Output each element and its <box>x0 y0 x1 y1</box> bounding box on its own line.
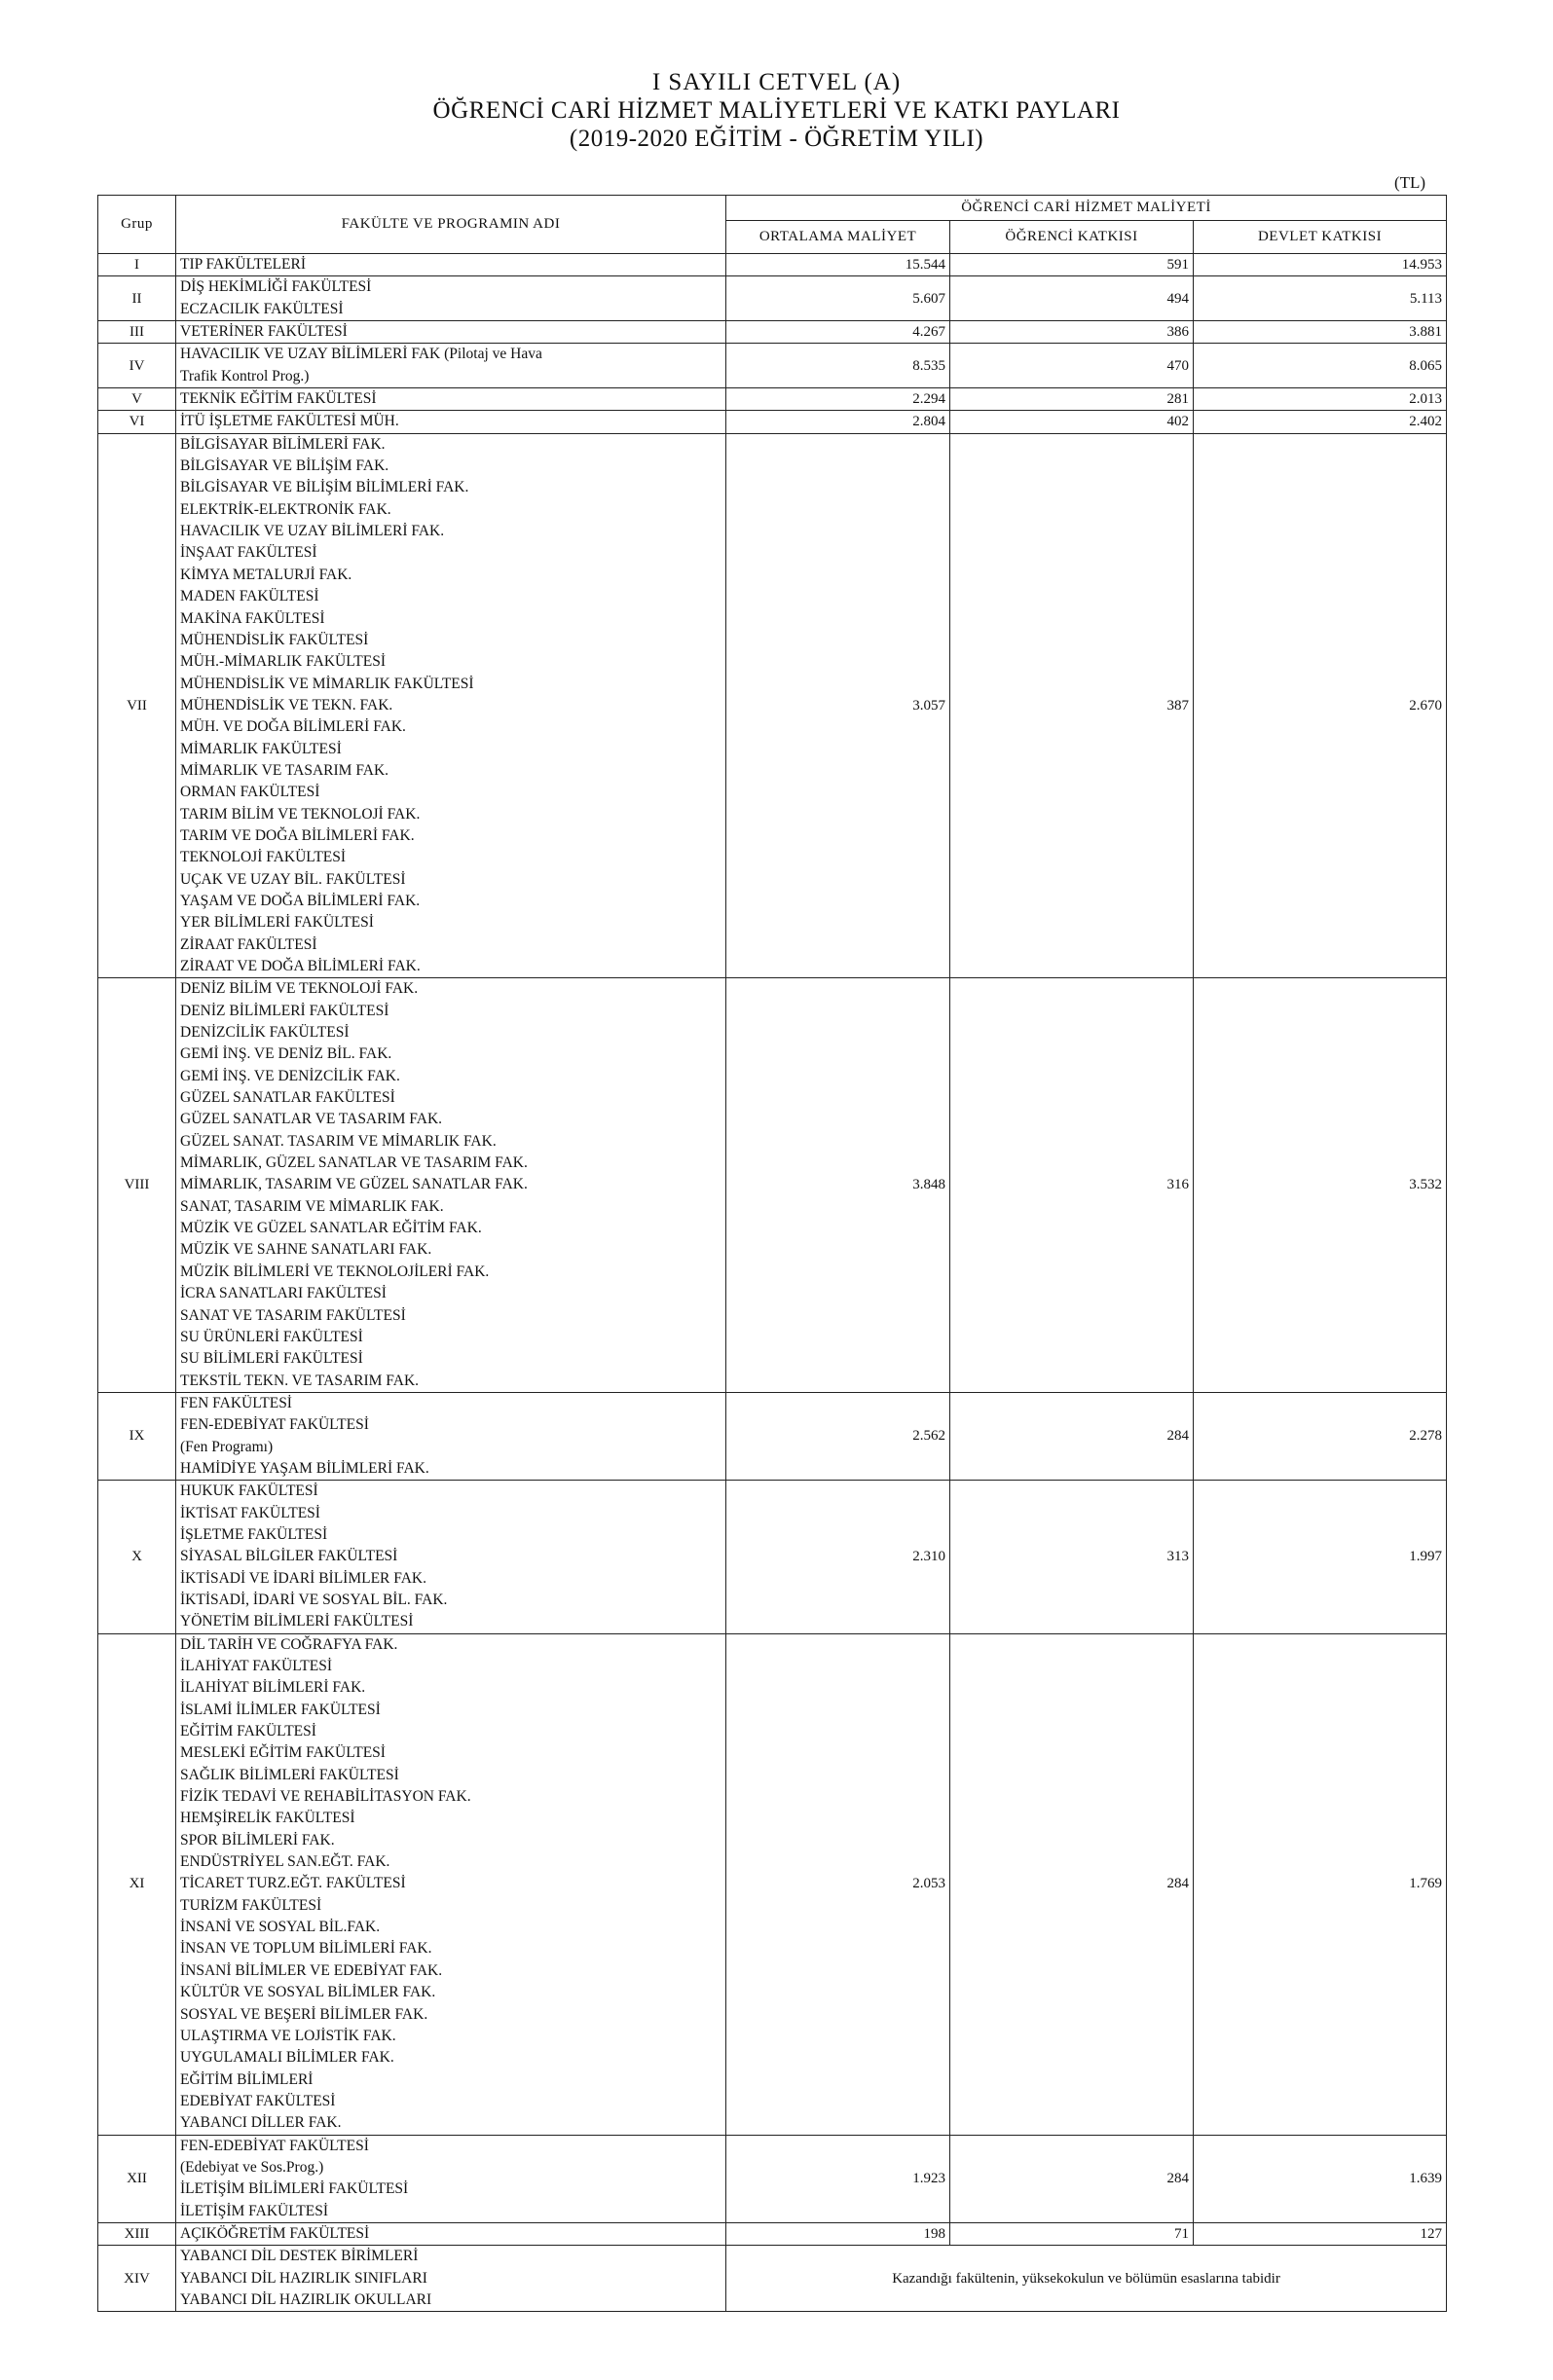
table-subtitle: ÖĞRENCİ CARİ HİZMET MALİYETLERİ VE KATKI PAYLARI <box>432 97 1121 124</box>
student-contribution-cell: 386 <box>950 321 1194 344</box>
table-row <box>98 978 1447 1393</box>
state-contribution-cell: 2.013 <box>1194 388 1447 411</box>
program-cell <box>176 2222 726 2245</box>
program-name: ZİRAAT FAKÜLTESİ <box>180 935 317 953</box>
header-grup: Grup <box>98 196 176 254</box>
program-name: MESLEKİ EĞİTİM FAKÜLTESİ <box>180 1744 386 1762</box>
program-name: İKTİSADİ VE İDARİ BİLİMLER FAK. <box>180 1569 427 1587</box>
program-name: TEKNİK EĞİTİM FAKÜLTESİ <box>180 390 377 408</box>
group-cell: VI <box>98 411 176 433</box>
program-name: İKTİSADİ, İDARİ VE SOSYAL BİL. FAK. <box>180 1591 448 1608</box>
program-name: İŞLETME FAKÜLTESİ <box>180 1525 328 1543</box>
table-row <box>98 1633 1447 2135</box>
table-row <box>98 1392 1447 1480</box>
program-name: GÜZEL SANAT. TASARIM VE MİMARLIK FAK. <box>180 1132 497 1150</box>
program-name: EDEBİYAT FAKÜLTESİ <box>180 2092 336 2109</box>
program-name: BİLGİSAYAR BİLİMLERİ FAK. <box>180 435 386 453</box>
program-name: SOSYAL VE BEŞERİ BİLİMLER FAK. <box>180 2005 428 2023</box>
state-contribution-cell: 2.670 <box>1194 433 1447 978</box>
program-name: GEMİ İNŞ. VE DENİZ BİL. FAK. <box>180 1045 392 1063</box>
group-cell: IX <box>98 1392 176 1480</box>
program-name: YABANCI DİL HAZIRLIK SINIFLARI <box>180 2269 427 2287</box>
program-name: MÜHENDİSLİK FAKÜLTESİ <box>180 631 369 648</box>
state-contribution-cell: 5.113 <box>1194 276 1447 321</box>
program-name: (Fen Programı) <box>180 1438 274 1455</box>
program-name: GÜZEL SANATLAR VE TASARIM FAK. <box>180 1111 443 1128</box>
student-contribution-cell: 313 <box>950 1481 1194 1633</box>
state-contribution-cell: 1.997 <box>1194 1481 1447 1633</box>
state-contribution-cell: 127 <box>1194 2222 1447 2245</box>
program-name: VETERİNER FAKÜLTESİ <box>180 323 348 341</box>
program-cell <box>176 276 726 321</box>
program-name: İNSAN VE TOPLUM BİLİMLERİ FAK. <box>180 1940 432 1958</box>
program-name: MİMARLIK FAKÜLTESİ <box>180 740 342 757</box>
group-cell: XIII <box>98 2222 176 2245</box>
table-row <box>98 388 1447 411</box>
program-name: İNŞAAT FAKÜLTESİ <box>180 544 317 562</box>
student-contribution-cell: 284 <box>950 1392 1194 1480</box>
program-name: MÜH.-MİMARLIK FAKÜLTESİ <box>180 653 386 671</box>
note-cell: Kazandığı fakültenin, yüksekokulun ve bölümün esaslarına tabidir <box>726 2246 1447 2312</box>
program-name: EĞİTİM BİLİMLERİ <box>180 2070 314 2088</box>
program-name: TURİZM FAKÜLTESİ <box>180 1896 322 1914</box>
program-name: ENDÜSTRİYEL SAN.EĞT. FAK. <box>180 1853 390 1871</box>
table-body <box>98 254 1447 2312</box>
program-name: GÜZEL SANATLAR FAKÜLTESİ <box>180 1089 395 1107</box>
average-cost-cell: 1.923 <box>726 2135 950 2222</box>
program-cell <box>176 321 726 344</box>
student-contribution-cell: 284 <box>950 1633 1194 2135</box>
program-name: TIP FAKÜLTELERİ <box>180 256 307 273</box>
program-name: SAĞLIK BİLİMLERİ FAKÜLTESİ <box>180 1766 399 1783</box>
table-row <box>98 344 1447 388</box>
student-contribution-cell: 494 <box>950 276 1194 321</box>
program-cell <box>176 254 726 276</box>
program-cell <box>176 411 726 433</box>
average-cost-cell: 2.310 <box>726 1481 950 1633</box>
student-contribution-cell: 591 <box>950 254 1194 276</box>
state-contribution-cell: 2.278 <box>1194 1392 1447 1480</box>
program-name: DENİZCİLİK FAKÜLTESİ <box>180 1024 350 1042</box>
student-contribution-cell: 316 <box>950 978 1194 1393</box>
program-name: İLETİŞİM FAKÜLTESİ <box>180 2202 328 2219</box>
program-name: UYGULAMALI BİLİMLER FAK. <box>180 2049 394 2067</box>
student-contribution-cell: 470 <box>950 344 1194 388</box>
program-name: SPOR BİLİMLERİ FAK. <box>180 1831 335 1849</box>
state-contribution-cell: 14.953 <box>1194 254 1447 276</box>
program-name: ZİRAAT VE DOĞA BİLİMLERİ FAK. <box>180 958 421 974</box>
program-name: SİYASAL BİLGİLER FAKÜLTESİ <box>180 1548 398 1565</box>
program-cell <box>176 1481 726 1633</box>
program-cell <box>176 978 726 1393</box>
program-name: HAVACILIK VE UZAY BİLİMLERİ FAK (Pilotaj ve Hava <box>180 346 542 363</box>
program-name: MİMARLIK, TASARIM VE GÜZEL SANATLAR FAK. <box>180 1176 528 1193</box>
state-contribution-cell: 8.065 <box>1194 344 1447 388</box>
program-name: UÇAK VE UZAY BİL. FAKÜLTESİ <box>180 870 406 888</box>
average-cost-cell: 4.267 <box>726 321 950 344</box>
program-name: İTÜ İŞLETME FAKÜLTESİ MÜH. <box>180 413 399 430</box>
average-cost-cell: 198 <box>726 2222 950 2245</box>
program-name: KİMYA METALURJİ FAK. <box>180 566 352 583</box>
program-name: MÜZİK VE SAHNE SANATLARI FAK. <box>180 1241 432 1259</box>
program-name: FEN-EDEBİYAT FAKÜLTESİ <box>180 2137 369 2154</box>
program-name: YABANCI DİL DESTEK BİRİMLERİ <box>180 2248 419 2265</box>
header-ortalama: ORTALAMA MALİYET <box>726 221 950 254</box>
state-contribution-cell: 1.639 <box>1194 2135 1447 2222</box>
group-cell: X <box>98 1481 176 1633</box>
state-contribution-cell: 3.532 <box>1194 978 1447 1393</box>
program-name: YABANCI DİLLER FAK. <box>180 2114 342 2132</box>
program-name: Trafik Kontrol Prog.) <box>180 367 310 384</box>
program-name: İCRA SANATLARI FAKÜLTESİ <box>180 1285 387 1302</box>
group-cell: VIII <box>98 978 176 1393</box>
program-name: YÖNETİM BİLİMLERİ FAKÜLTESİ <box>180 1613 414 1630</box>
program-name: İNSANİ BİLİMLER VE EDEBİYAT FAK. <box>180 1961 443 1979</box>
program-name: MÜHENDİSLİK VE TEKN. FAK. <box>180 696 393 714</box>
header-program: FAKÜLTE VE PROGRAMIN ADI <box>176 196 726 254</box>
program-name: FEN FAKÜLTESİ <box>180 1394 292 1411</box>
program-name: FEN-EDEBİYAT FAKÜLTESİ <box>180 1416 369 1434</box>
average-cost-cell: 8.535 <box>726 344 950 388</box>
program-name: BİLGİSAYAR VE BİLİŞİM BİLİMLERİ FAK. <box>180 479 469 496</box>
program-name: FİZİK TEDAVİ VE REHABİLİTASYON FAK. <box>180 1788 471 1806</box>
average-cost-cell: 3.057 <box>726 433 950 978</box>
average-cost-cell: 2.053 <box>726 1633 950 2135</box>
average-cost-cell: 2.562 <box>726 1392 950 1480</box>
group-cell: I <box>98 254 176 276</box>
table-row <box>98 1481 1447 1633</box>
program-name: AÇIKÖĞRETİM FAKÜLTESİ <box>180 2224 370 2242</box>
program-name: YER BİLİMLERİ FAKÜLTESİ <box>180 914 374 932</box>
average-cost-cell: 5.607 <box>726 276 950 321</box>
table-row <box>98 433 1447 978</box>
group-cell: XII <box>98 2135 176 2222</box>
table-row <box>98 2222 1447 2245</box>
currency-unit: (TL) <box>1394 173 1426 192</box>
student-contribution-cell: 71 <box>950 2222 1194 2245</box>
program-name: DENİZ BİLİM VE TEKNOLOJİ FAK. <box>180 980 419 998</box>
program-name: EĞİTİM FAKÜLTESİ <box>180 1723 316 1740</box>
state-contribution-cell: 2.402 <box>1194 411 1447 433</box>
program-cell <box>176 1392 726 1480</box>
student-contribution-cell: 402 <box>950 411 1194 433</box>
program-name: YABANCI DİL HAZIRLIK OKULLARI <box>180 2290 432 2308</box>
program-name: ORMAN FAKÜLTESİ <box>180 784 320 801</box>
program-name: HAMİDİYE YAŞAM BİLİMLERİ FAK. <box>180 1459 429 1477</box>
program-name: MÜZİK VE GÜZEL SANATLAR EĞİTİM FAK. <box>180 1220 482 1237</box>
state-contribution-cell: 1.769 <box>1194 1633 1447 2135</box>
program-name: HAVACILIK VE UZAY BİLİMLERİ FAK. <box>180 523 445 540</box>
program-name: SANAT VE TASARIM FAKÜLTESİ <box>180 1306 406 1324</box>
group-cell: V <box>98 388 176 411</box>
program-name: MİMARLIK VE TASARIM FAK. <box>180 761 389 779</box>
program-name: MADEN FAKÜLTESİ <box>180 588 319 605</box>
table-row <box>98 321 1447 344</box>
program-name: MÜHENDİSLİK VE MİMARLIK FAKÜLTESİ <box>180 675 474 692</box>
header-devlet: DEVLET KATKISI <box>1194 221 1447 254</box>
program-name: TEKNOLOJİ FAKÜLTESİ <box>180 849 347 866</box>
program-name: MİMARLIK, GÜZEL SANATLAR VE TASARIM FAK. <box>180 1154 528 1172</box>
student-contribution-cell: 284 <box>950 2135 1194 2222</box>
program-cell <box>176 2135 726 2222</box>
program-name: YAŞAM VE DOĞA BİLİMLERİ FAK. <box>180 892 421 909</box>
student-contribution-cell: 387 <box>950 433 1194 978</box>
table-title: I SAYILI CETVEL (A) <box>651 69 902 95</box>
average-cost-cell: 2.294 <box>726 388 950 411</box>
group-cell: IV <box>98 344 176 388</box>
program-name: ECZACILIK FAKÜLTESİ <box>180 300 344 317</box>
average-cost-cell: 3.848 <box>726 978 950 1393</box>
program-name: BİLGİSAYAR VE BİLİŞİM FAK. <box>180 458 389 475</box>
program-name: İLAHİYAT FAKÜLTESİ <box>180 1658 333 1674</box>
state-contribution-cell: 3.881 <box>1194 321 1447 344</box>
program-name: DİL TARİH VE COĞRAFYA FAK. <box>180 1635 398 1653</box>
program-name: DENİZ BİLİMLERİ FAKÜLTESİ <box>180 1002 389 1019</box>
program-name: TARIM VE DOĞA BİLİMLERİ FAK. <box>180 826 415 844</box>
program-name: ELEKTRİK-ELEKTRONİK FAK. <box>180 500 391 518</box>
program-name: MÜH. VE DOĞA BİLİMLERİ FAK. <box>180 718 406 736</box>
program-cell <box>176 388 726 411</box>
program-name: DİŞ HEKİMLİĞİ FAKÜLTESİ <box>180 278 372 296</box>
student-contribution-cell: 281 <box>950 388 1194 411</box>
program-name: HUKUK FAKÜLTESİ <box>180 1483 318 1500</box>
program-name: ULAŞTIRMA VE LOJİSTİK FAK. <box>180 2027 396 2044</box>
program-cell <box>176 1633 726 2135</box>
program-cell <box>176 433 726 978</box>
header-ogrenci: ÖĞRENCİ KATKISI <box>950 221 1194 254</box>
program-name: İLAHİYAT BİLİMLERİ FAK. <box>180 1679 366 1697</box>
program-name: İLETİŞİM BİLİMLERİ FAKÜLTESİ <box>180 2180 409 2198</box>
average-cost-cell: 2.804 <box>726 411 950 433</box>
program-name: TARIM BİLİM VE TEKNOLOJİ FAK. <box>180 805 421 823</box>
program-name: İNSANİ VE SOSYAL BİL.FAK. <box>180 1919 381 1936</box>
table-row <box>98 2135 1447 2222</box>
header-maliyet: ÖĞRENCİ CARİ HİZMET MALİYETİ <box>726 196 1447 221</box>
average-cost-cell: 15.544 <box>726 254 950 276</box>
table-row <box>98 254 1447 276</box>
cost-table <box>97 195 1447 2312</box>
program-name: GEMİ İNŞ. VE DENİZCİLİK FAK. <box>180 1067 400 1084</box>
group-cell: XI <box>98 1633 176 2135</box>
program-cell <box>176 344 726 388</box>
table-row <box>98 2246 1447 2312</box>
academic-year: (2019-2020 EĞİTİM - ÖĞRETİM YILI) <box>569 126 984 152</box>
program-name: MAKİNA FAKÜLTESİ <box>180 609 325 627</box>
program-name: KÜLTÜR VE SOSYAL BİLİMLER FAK. <box>180 1984 436 2001</box>
program-name: TİCARET TURZ.EĞT. FAKÜLTESİ <box>180 1875 406 1892</box>
program-name: SANAT, TASARIM VE MİMARLIK FAK. <box>180 1197 444 1215</box>
program-name: MÜZİK BİLİMLERİ VE TEKNOLOJİLERİ FAK. <box>180 1263 490 1280</box>
group-cell: III <box>98 321 176 344</box>
table-row <box>98 411 1447 433</box>
program-name: SU BİLİMLERİ FAKÜLTESİ <box>180 1350 363 1368</box>
program-name: HEMŞİRELİK FAKÜLTESİ <box>180 1810 355 1827</box>
program-name: (Edebiyat ve Sos.Prog.) <box>180 2158 324 2176</box>
group-cell: VII <box>98 433 176 978</box>
program-name: SU ÜRÜNLERİ FAKÜLTESİ <box>180 1328 363 1345</box>
program-name: İSLAMİ İLİMLER FAKÜLTESİ <box>180 1701 381 1718</box>
program-cell <box>176 2246 726 2312</box>
group-cell: XIV <box>98 2246 176 2312</box>
program-name: TEKSTİL TEKN. VE TASARIM FAK. <box>180 1372 420 1389</box>
table-row <box>98 276 1447 321</box>
program-name: İKTİSAT FAKÜLTESİ <box>180 1504 320 1521</box>
group-cell: II <box>98 276 176 321</box>
